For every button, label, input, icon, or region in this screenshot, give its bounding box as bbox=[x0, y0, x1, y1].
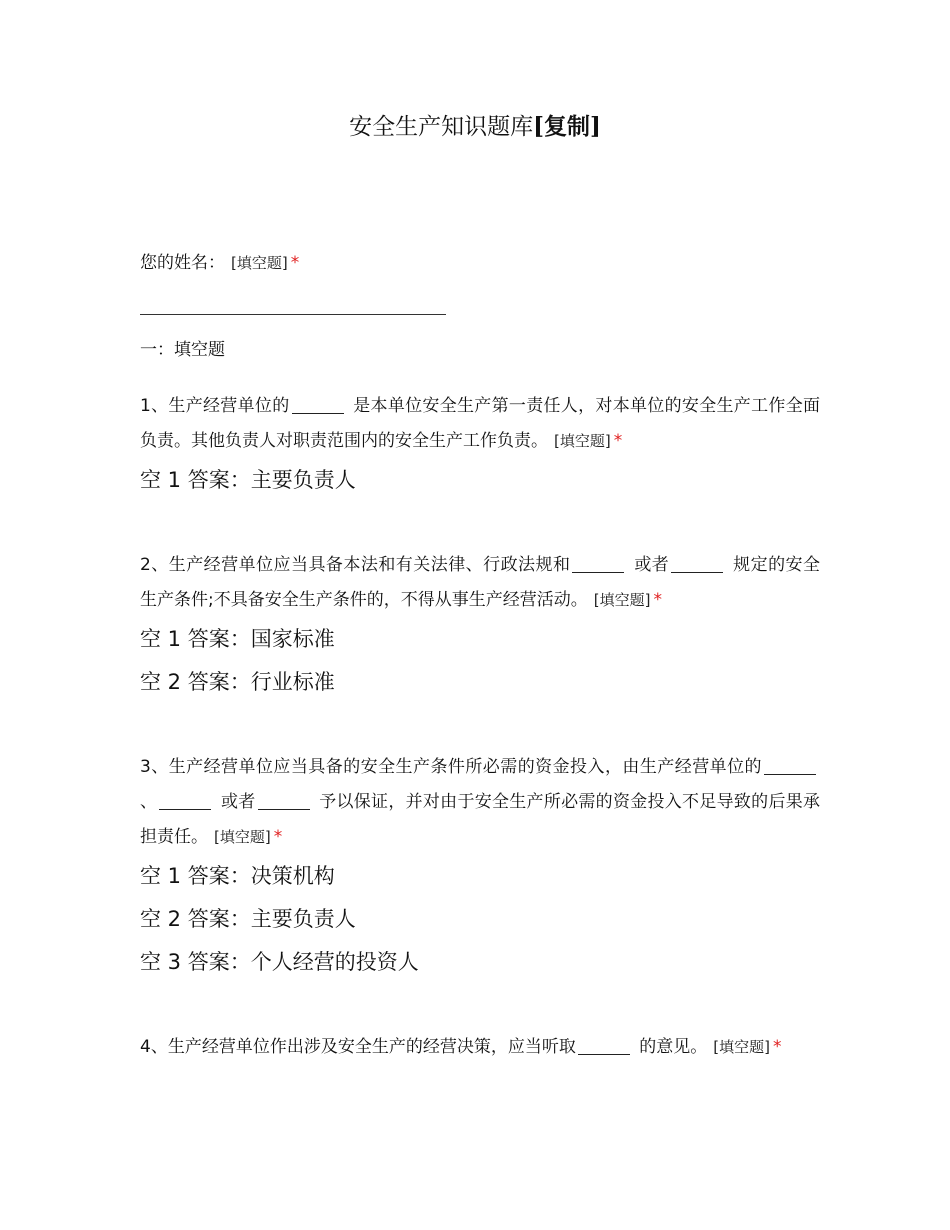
title-suffix: [复制] bbox=[533, 113, 601, 140]
question-type-tag: [填空题] bbox=[713, 1038, 770, 1056]
answer-line: 空 1 答案：主要负责人 bbox=[140, 468, 356, 492]
question-text bbox=[140, 389, 820, 459]
question-text-part: 、 bbox=[140, 792, 158, 812]
question-text-part: 或者 bbox=[215, 792, 256, 812]
name-question-label: 您的姓名： bbox=[140, 253, 225, 273]
name-answer-line[interactable] bbox=[140, 294, 446, 315]
question-type-tag: [填空题] bbox=[554, 432, 611, 450]
question-3 bbox=[140, 750, 820, 984]
name-question bbox=[140, 250, 820, 276]
question-4 bbox=[140, 1030, 820, 1065]
answer-line: 空 1 答案：决策机构 bbox=[140, 864, 335, 888]
fill-blank bbox=[572, 554, 624, 573]
question-text-part: 2、生产经营单位应当具备本法和有关法律、行政法规和 bbox=[140, 555, 571, 575]
question-type-tag: [填空题] bbox=[593, 591, 651, 609]
answer-line: 空 1 答案：国家标准 bbox=[140, 627, 335, 651]
answer-line: 空 3 答案：个人经营的投资人 bbox=[140, 950, 419, 974]
question-text bbox=[140, 548, 820, 618]
question-2 bbox=[140, 548, 820, 704]
fill-blank bbox=[764, 756, 816, 775]
question-text-part: 是本单位安全生产第一责任人，对本单位的安全生产工作全面负责。其他负责人对职责范围内的安全生产工作负责。 bbox=[140, 396, 820, 451]
fill-blank bbox=[671, 554, 723, 573]
question-text bbox=[140, 1030, 820, 1065]
question-text-part: 4、生产经营单位作出涉及安全生产的经营决策，应当听取 bbox=[140, 1037, 576, 1057]
question-text-part: 的意见。 bbox=[633, 1037, 708, 1057]
document-title bbox=[0, 110, 950, 144]
required-mark: * bbox=[273, 827, 283, 847]
required-mark: * bbox=[290, 253, 300, 273]
fill-blank bbox=[292, 395, 344, 414]
fill-blank bbox=[159, 791, 211, 810]
title-text: 安全生产知识题库 bbox=[349, 114, 534, 140]
question-text-part: 予以保证，并对由于安全生产所必需的资金投入不足导致的后果承担责任。 bbox=[140, 792, 821, 847]
fill-blank bbox=[578, 1036, 630, 1055]
question-text-part: 规定的安全生产条件;不具备安全生产条件的，不得从事生产经营活动。 bbox=[140, 555, 820, 610]
question-text-part: 1、生产经营单位的 bbox=[140, 396, 290, 416]
question-type-tag: [填空题] bbox=[214, 828, 271, 846]
answer-line: 空 2 答案：主要负责人 bbox=[140, 907, 356, 931]
question-text-part: 3、生产经营单位应当具备的安全生产条件所必需的资金投入，由生产经营单位的 bbox=[140, 757, 762, 777]
question-text bbox=[140, 750, 820, 855]
required-mark: * bbox=[613, 431, 623, 451]
section-heading: 一：填空题 bbox=[140, 340, 225, 360]
required-mark: * bbox=[772, 1037, 782, 1057]
questionnaire-content bbox=[140, 250, 820, 1065]
question-type-tag: [填空题] bbox=[231, 254, 288, 272]
fill-blank bbox=[258, 791, 310, 810]
answer-line: 空 2 答案：行业标准 bbox=[140, 670, 335, 694]
question-text-part: 或者 bbox=[628, 555, 670, 575]
question-1 bbox=[140, 389, 820, 502]
required-mark: * bbox=[653, 590, 662, 610]
